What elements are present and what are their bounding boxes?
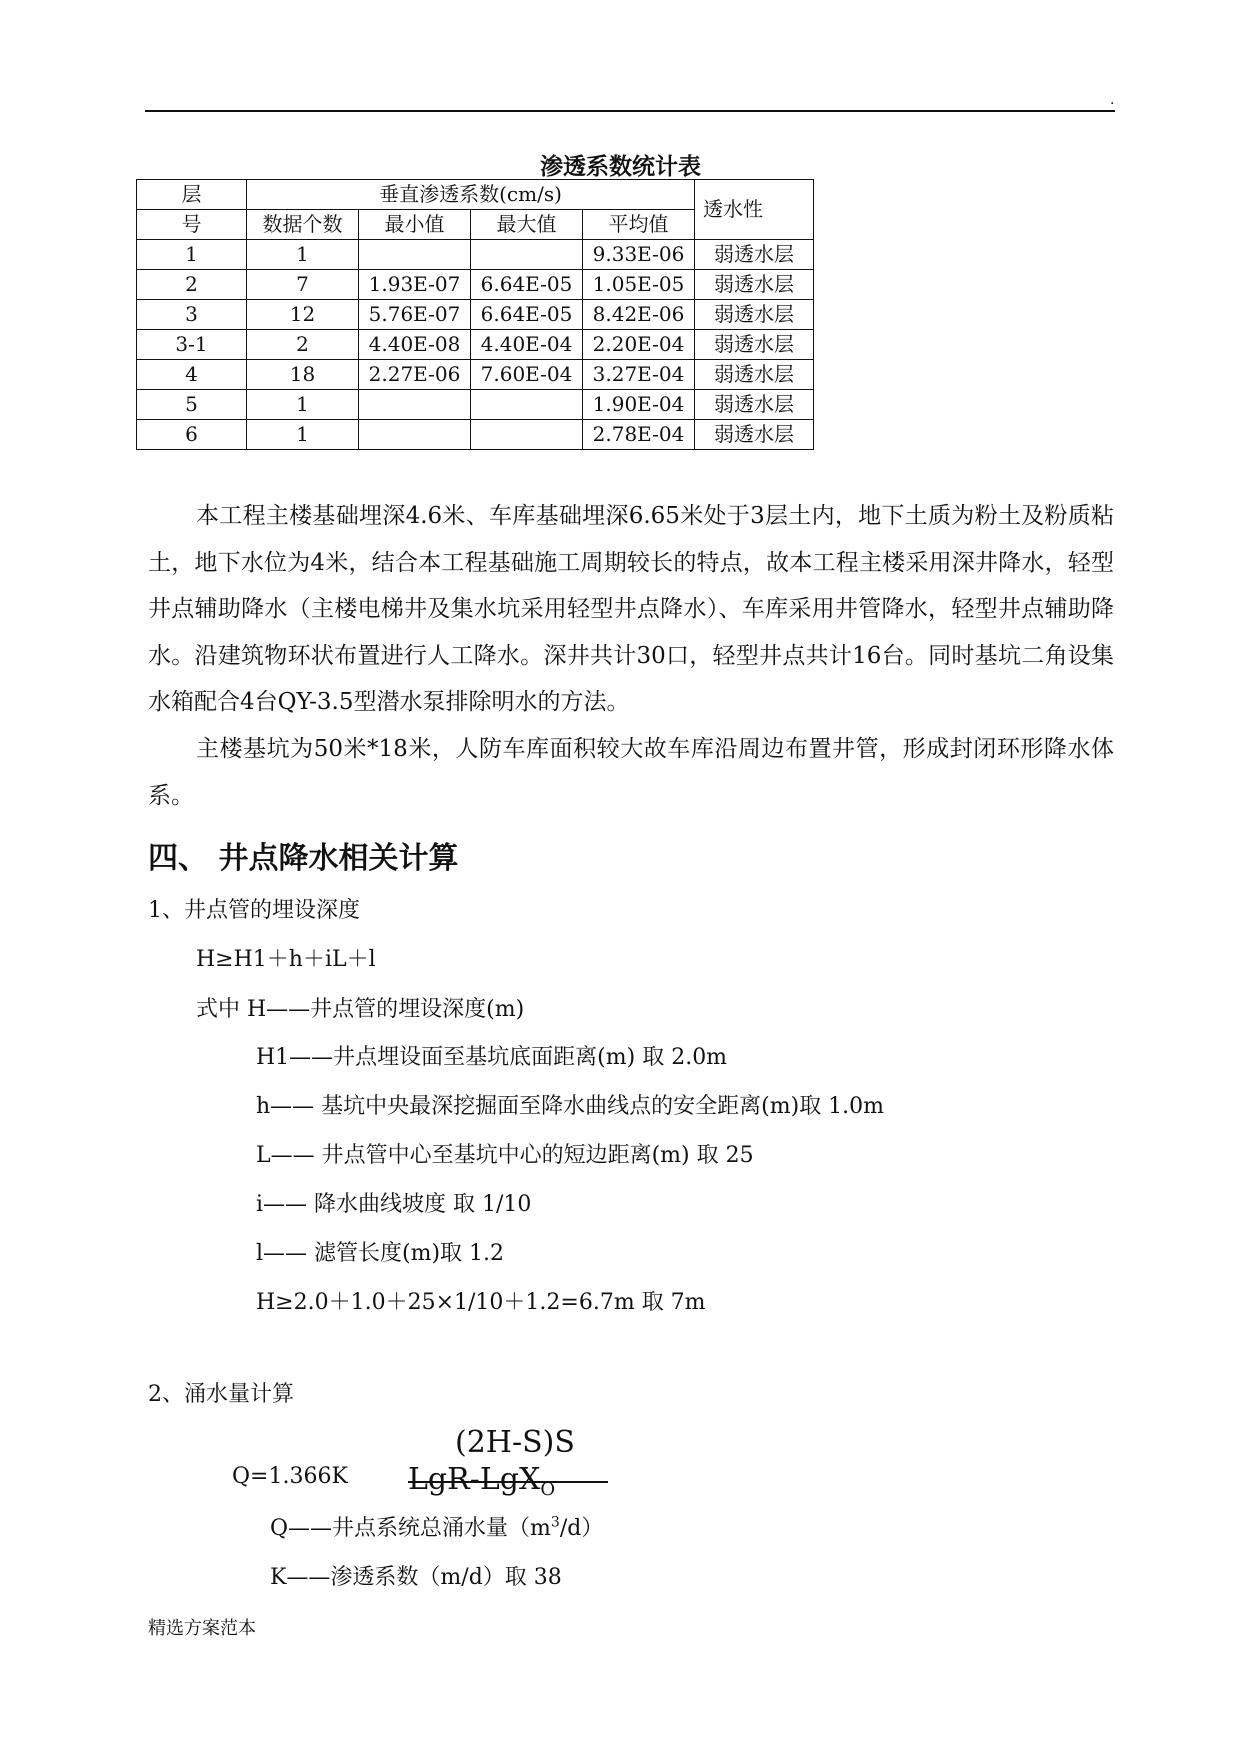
calc2-heading: 2、涌水量计算 (148, 1382, 294, 1407)
cell-max: 4.40E-04 (471, 330, 583, 360)
permeability-table (136, 179, 814, 450)
cell-perm: 弱透水层 (695, 390, 814, 420)
table-row (137, 270, 814, 300)
header-max: 最大值 (471, 210, 583, 240)
paragraph-text: 本工程主楼基础埋深4.6米、车库基础埋深6.65米处于3层土内，地下土质为粉土及粉质粘土，地下水位为4米，结合本工程基础施工周期较长的特点，故本工程主楼采用深井降水，轻型井点辅助降水（主楼电梯井及集水坑采用轻型井点降水）、车库采用井管降水，轻型井点辅助降水。沿建筑物环状布置进行人工降水。深井共计30口，轻型井点共计16台。同时基坑二角设集水箱配合4台QY-3.5型潜水泵排除明水的方法。 (148, 503, 1114, 715)
paragraph-text: 主楼基坑为50米*18米，人防车库面积较大故车库沿周边布置井管，形成封闭环形降水体系。 (148, 736, 1114, 809)
cell-layer: 4 (137, 360, 247, 390)
q-text-end: /d） (559, 1516, 604, 1541)
cell-count: 1 (247, 420, 359, 450)
table-row (137, 330, 814, 360)
cell-count: 12 (247, 300, 359, 330)
calc1-L: L—— 井点管中心至基坑中心的短边距离(m) 取 25 (256, 1143, 754, 1168)
calc2-k: K——渗透系数（m/d）取 38 (270, 1565, 562, 1590)
cell-perm: 弱透水层 (695, 300, 814, 330)
table-header-row (137, 180, 814, 210)
calc1-result: H≥2.0＋1.0＋25×1/10＋1.2=6.7m 取 7m (256, 1290, 706, 1315)
cell-avg: 9.33E-06 (583, 240, 695, 270)
cell-avg: 2.78E-04 (583, 420, 695, 450)
footer-text: 精选方案范本 (148, 1618, 256, 1639)
header-layer-top: 层 (137, 180, 247, 210)
cell-perm: 弱透水层 (695, 420, 814, 450)
cell-layer: 3-1 (137, 330, 247, 360)
formula-numerator: (2H-S)S (455, 1425, 575, 1460)
cell-perm: 弱透水层 (695, 360, 814, 390)
cell-min (359, 390, 471, 420)
section-title: 四、 井点降水相关计算 (148, 841, 459, 876)
header-avg: 平均值 (583, 210, 695, 240)
cell-perm: 弱透水层 (695, 270, 814, 300)
cell-layer: 5 (137, 390, 247, 420)
cell-avg: 2.20E-04 (583, 330, 695, 360)
header-count: 数据个数 (247, 210, 359, 240)
cell-perm: 弱透水层 (695, 240, 814, 270)
cell-perm: 弱透水层 (695, 330, 814, 360)
header-perm: 透水性 (695, 180, 814, 240)
cell-layer: 6 (137, 420, 247, 450)
body-paragraph-2 (148, 726, 1114, 819)
cell-max: 6.64E-05 (471, 300, 583, 330)
cell-min (359, 420, 471, 450)
cell-count: 2 (247, 330, 359, 360)
cell-avg: 1.90E-04 (583, 390, 695, 420)
cell-max (471, 390, 583, 420)
cell-avg: 3.27E-04 (583, 360, 695, 390)
header-layer-bottom: 号 (137, 210, 247, 240)
cell-avg: 8.42E-06 (583, 300, 695, 330)
cell-count: 1 (247, 390, 359, 420)
calc1-where: 式中 H——井点管的埋设深度(m) (196, 997, 525, 1022)
table-row (137, 360, 814, 390)
q-superscript: 3 (550, 1514, 560, 1531)
table-title: 渗透系数统计表 (540, 154, 701, 180)
cell-avg: 1.05E-05 (583, 270, 695, 300)
header-min: 最小值 (359, 210, 471, 240)
header-rule (145, 110, 1115, 112)
calc1-i: i—— 降水曲线坡度 取 1/10 (256, 1192, 532, 1217)
cell-min (359, 240, 471, 270)
cell-max: 7.60E-04 (471, 360, 583, 390)
calc1-formula: H≥H1＋h＋iL＋l (196, 947, 376, 972)
cell-layer: 1 (137, 240, 247, 270)
formula-lhs: Q=1.366K (232, 1464, 348, 1489)
cell-min: 1.93E-07 (359, 270, 471, 300)
calc1-heading: 1、井点管的埋设深度 (148, 898, 360, 923)
calc1-l: l—— 滤管长度(m)取 1.2 (256, 1241, 505, 1266)
fraction-bar (408, 1481, 608, 1483)
cell-max: 6.64E-05 (471, 270, 583, 300)
denominator-text: LgR-LgX (408, 1462, 541, 1497)
table-row (137, 420, 814, 450)
table-row (137, 300, 814, 330)
cell-min: 2.27E-06 (359, 360, 471, 390)
cell-max (471, 420, 583, 450)
header-dot: . (1110, 92, 1115, 108)
calc1-h: h—— 基坑中央最深挖掘面至降水曲线点的安全距离(m)取 1.0m (256, 1094, 885, 1119)
cell-min: 5.76E-07 (359, 300, 471, 330)
cell-max (471, 240, 583, 270)
table-row (137, 240, 814, 270)
table-row (137, 390, 814, 420)
denominator-subscript: O (540, 1479, 556, 1500)
cell-layer: 3 (137, 300, 247, 330)
header-group: 垂直渗透系数(cm/s) (247, 180, 695, 210)
cell-count: 1 (247, 240, 359, 270)
cell-count: 18 (247, 360, 359, 390)
q-text: Q——井点系统总涌水量（m (270, 1516, 551, 1541)
cell-layer: 2 (137, 270, 247, 300)
cell-count: 7 (247, 270, 359, 300)
calc2-q (270, 1511, 603, 1542)
cell-min: 4.40E-08 (359, 330, 471, 360)
body-paragraph-1 (148, 493, 1114, 726)
calc1-h1: H1——井点埋设面至基坑底面距离(m) 取 2.0m (256, 1045, 728, 1070)
